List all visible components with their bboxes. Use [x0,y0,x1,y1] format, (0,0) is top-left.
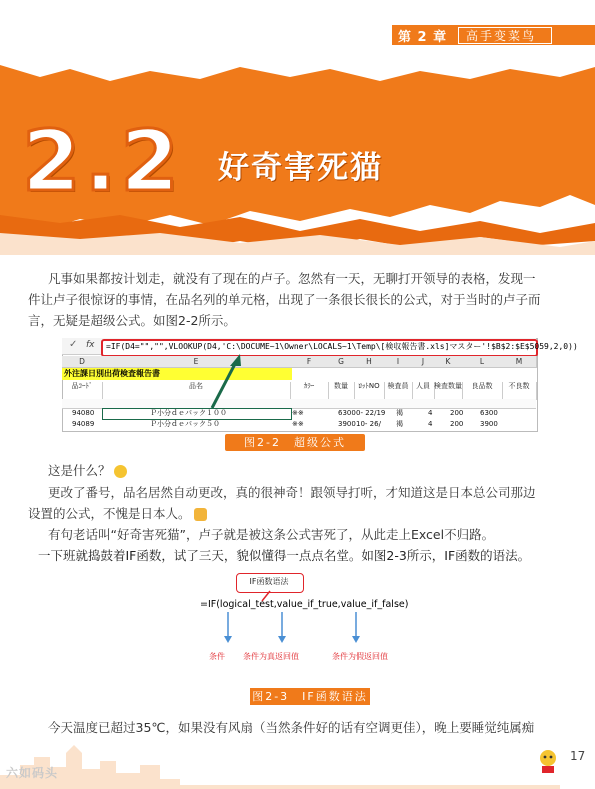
table-cell: 4 [428,420,433,428]
table-cell: ※※ [292,409,304,417]
formula-text: =IF(D4="","",VLOOKUP(D4,'C:\DOCUME~1\Owner\LOCALS~1\Temp\[検収報告書.xls]マスター'!$B$2:$E$5059,2,0)) [106,342,578,351]
table-cell: 褐 [396,420,403,428]
paragraph-line: 更改了番号，品名居然自动更改，真的很神奇！跟领导打听，才知道这是日本总公司那边 [48,485,536,500]
label-false-value: 条件为假返回值 [332,652,388,661]
column-header: G [328,356,355,368]
table-header-cell: 人員 [412,382,435,400]
paragraph: 这是什么？ [48,460,578,481]
label-condition: 条件 [209,652,225,661]
table-header-cell: 良品数 [462,382,503,400]
table-cell: ※※ [292,420,304,428]
paragraph-line: 件让卢子很惊讶的事情，在品名列的单元格，出现了一条很长很长的公式，对于当时的卢子而 [28,292,541,307]
table-cell: 褐 [396,409,403,417]
table-cell: 200 [450,409,464,417]
table-header-cell: 品名 [102,382,291,400]
chapter-number: 第 2 章 [398,30,448,45]
syntax-callout-text: IF函数语法 [249,577,289,586]
paragraph-line: 今天温度已超过35℃，如果没有风扇（当然条件好的话有空调更佳），晚上要睡觉纯属痴 [48,720,535,735]
column-header: K [434,356,463,368]
footer-skyline [0,735,595,789]
table-cell: 94080 [72,409,95,417]
column-header: E [102,356,291,368]
section-number: 2.2 [22,112,183,210]
table-cell: 3900 [338,420,356,428]
column-header: D [62,356,103,368]
paragraph: 设置的公式，不愧是日本人。 [28,503,573,524]
table-cell: 10- 26/ [356,420,381,428]
column-header: F [290,356,329,368]
column-header: H [354,356,385,368]
check-icon: ✓ [69,339,78,350]
table-header-cell: ｶﾗｰ [290,382,329,400]
table-cell: 6300 [338,409,356,417]
section-title: 好奇害死猫 [218,150,383,186]
table-cell: 6300 [480,409,498,417]
table-cell: 200 [450,420,464,428]
table-header-cell: 不良数 [502,382,537,400]
column-header: L [462,356,503,368]
column-header: I [384,356,413,368]
sheet-title: 外注課日別出荷検査報告書 [64,369,160,378]
table-header-cell: 検査員 [384,382,413,400]
table-cell: 3900 [480,420,498,428]
table-header-cell: 検査数量 [434,382,463,400]
figure-caption: 图2-2 超级公式 [225,434,365,451]
chapter-subtitle: 高手变菜鸟 [466,29,537,43]
column-header: J [412,356,435,368]
paragraph-line: 凡事如果都按计划走，就没有了现在的卢子。忽然有一天，无聊打开领导的表格，发现一 [48,271,536,286]
watermark-logo: 六如码头 [6,766,59,780]
table-cell: 94089 [72,420,95,428]
mascot-icon [536,748,560,774]
fx-icon: fx [86,340,95,350]
if-syntax-formula: =IF(logical_test,value_if_true,value_if_false) [200,599,409,610]
table-cell: 4 [428,409,433,417]
table-header-cell: 品ｺｰﾄﾞ [62,382,103,400]
table-cell: Ｐ小分ｄｅパック５０ [150,420,220,428]
table-header-cell: 数量 [328,382,355,400]
figure-caption: 图2-3 IF函数语法 [250,688,370,705]
paragraph-line: 言，无疑是超级公式。如图2-2所示。 [28,313,236,328]
label-true-value: 条件为真返回值 [243,652,299,661]
column-header: M [502,356,537,368]
paragraph-line: 有句老话叫“好奇害死猫”，卢子就是被这条公式害死了，从此走上Excel不归路。 [48,527,495,542]
page-number: 17 [570,749,586,763]
table-cell: Ｐ小分ｄｅパック１００ [150,409,227,417]
table-header-cell: ﾛｯﾄNO [354,382,385,400]
table-cell: 0- 22/19 [356,409,386,417]
paragraph-line: 一下班就捣鼓着IF函数，试了三天，貌似懂得一点点名堂。如图2-3所示，IF函数的语法。 [38,548,531,563]
